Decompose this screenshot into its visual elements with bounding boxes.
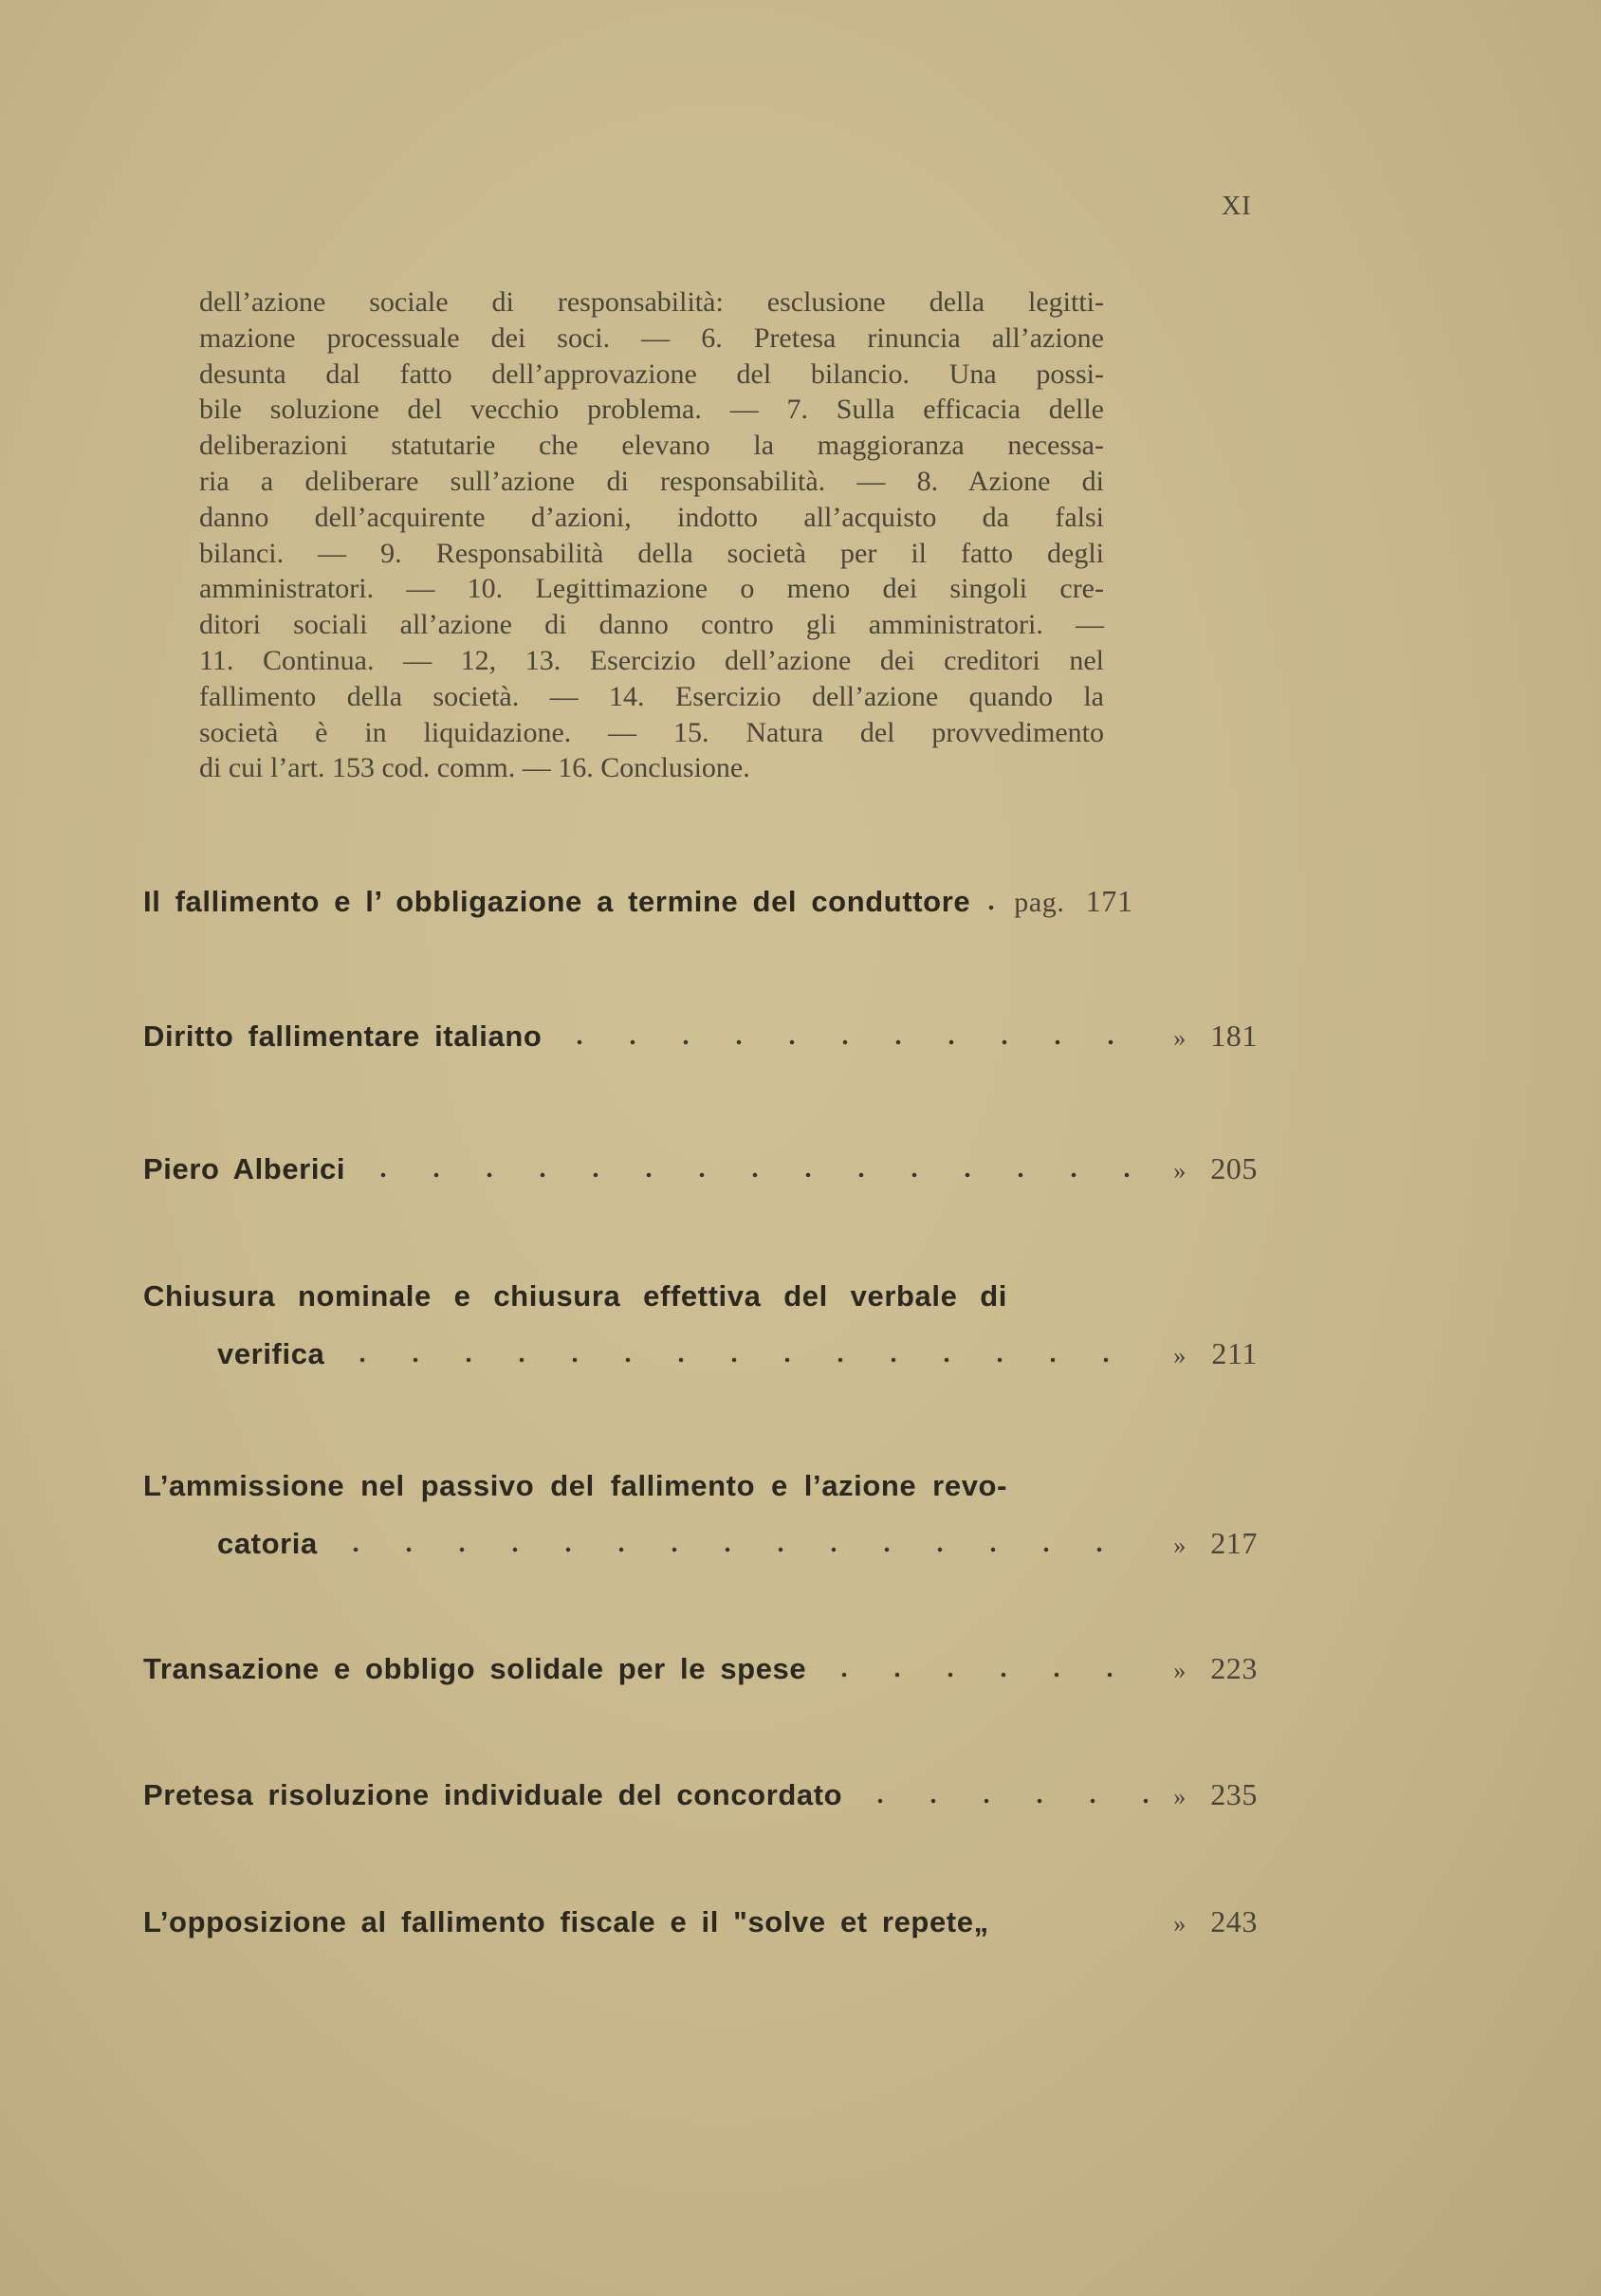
toc-entry-page: 211 — [1211, 1336, 1258, 1370]
toc-entry-title: Diritto fallimentare italiano — [143, 1019, 543, 1053]
summary-line: ditori sociali all’azione di danno contro gli amministratori. — — [199, 609, 1104, 641]
summary-line: danno dell’acquirente d’azioni, indotto all’acquisto da falsi — [199, 501, 1104, 533]
toc-entry-title-continued: catoria — [217, 1527, 318, 1560]
summary-line: fallimento della società. — 14. Esercizio dell’azione quando la — [199, 680, 1104, 712]
toc-entry-title: Pretesa risoluzione individuale del concordato — [143, 1778, 843, 1811]
summary-line: di cui l’art. 153 cod. comm. — 16. Conclusione. — [199, 752, 750, 784]
summary-line: bilanci. — 9. Responsabilità della società per il fatto degli — [199, 537, 1104, 569]
page-ref-label: » — [1173, 1657, 1187, 1684]
dot-leader — [854, 1796, 1148, 1806]
dot-leader — [357, 1170, 1148, 1180]
dot-leader — [818, 1670, 1148, 1680]
dot-leader — [982, 903, 1001, 912]
summary-line: deliberazioni statutarie che elevano la maggioranza necessa- — [199, 430, 1104, 462]
summary-line: dell’azione sociale di responsabilità: esclusione della legitti- — [199, 286, 1104, 318]
summary-line: amministratori. — 10. Legittimazione o meno dei singoli cre- — [199, 573, 1104, 605]
toc-entry — [143, 1640, 1258, 1697]
toc-entry — [143, 1766, 1258, 1823]
toc-entry-title: L’ammissione nel passivo del fallimento e l’azione revo- — [143, 1469, 1007, 1502]
chapter-summary — [199, 285, 1104, 786]
toc-entry-title: Il fallimento e l’ obbligazione a termine del conduttore — [143, 885, 971, 918]
page-ref-label: » — [1173, 1342, 1187, 1369]
summary-line: società è in liquidazione. — 15. Natura del provvedimento — [199, 716, 1104, 748]
toc-entry-page: 235 — [1210, 1777, 1258, 1811]
toc-entry — [143, 1140, 1258, 1197]
toc-entry — [143, 1007, 1258, 1064]
page-ref-label: » — [1173, 1910, 1187, 1938]
summary-line: 11. Continua. — 12, 13. Esercizio dell’azione dei creditori nel — [199, 644, 1104, 676]
summary-line: mazione processuale dei soci. — 6. Pretesa rinuncia all’azione — [199, 321, 1104, 354]
summary-line: bile soluzione del vecchio problema. — 7. Sulla efficacia delle — [199, 394, 1104, 426]
dot-leader — [329, 1545, 1148, 1554]
page-ref-label: » — [1173, 1783, 1187, 1810]
toc-entry-page: 223 — [1210, 1651, 1258, 1685]
page-ref-label: pag. — [1014, 887, 1065, 918]
toc-entry — [143, 1458, 1258, 1571]
toc-entry — [143, 1268, 1258, 1382]
toc-entry-page: 171 — [1085, 884, 1133, 918]
toc-entry-page: 243 — [1210, 1904, 1258, 1938]
page-ref-label: » — [1173, 1024, 1187, 1052]
page-number: XI — [1222, 192, 1252, 221]
toc-entry-title-continued: verifica — [217, 1337, 325, 1370]
toc-entry-title: L’opposizione al fallimento fiscale e il "solve et repete„ — [143, 1905, 989, 1938]
toc-entry-page: 217 — [1210, 1526, 1258, 1560]
page-ref-label: » — [1173, 1532, 1187, 1559]
toc-entry-page: 205 — [1210, 1151, 1258, 1185]
toc-entry — [143, 1893, 1258, 1950]
toc-entry — [143, 872, 1258, 929]
dot-leader — [1001, 1923, 1148, 1933]
toc-entry-title: Chiusura nominale e chiusura effettiva del verbale di — [143, 1279, 1007, 1313]
summary-line: desunta dal fatto dell’approvazione del bilancio. Una possi- — [199, 358, 1104, 390]
dot-leader — [553, 1038, 1148, 1047]
toc-entry-title: Piero Alberici — [143, 1152, 346, 1185]
page-ref-label: » — [1173, 1157, 1187, 1185]
summary-line: ria a deliberare sull’azione di responsabilità. — 8. Azione di — [199, 465, 1104, 497]
toc-entry-title: Transazione e obbligo solidale per le spese — [143, 1652, 807, 1685]
toc-entry-page: 181 — [1210, 1019, 1258, 1053]
dot-leader — [336, 1355, 1148, 1365]
